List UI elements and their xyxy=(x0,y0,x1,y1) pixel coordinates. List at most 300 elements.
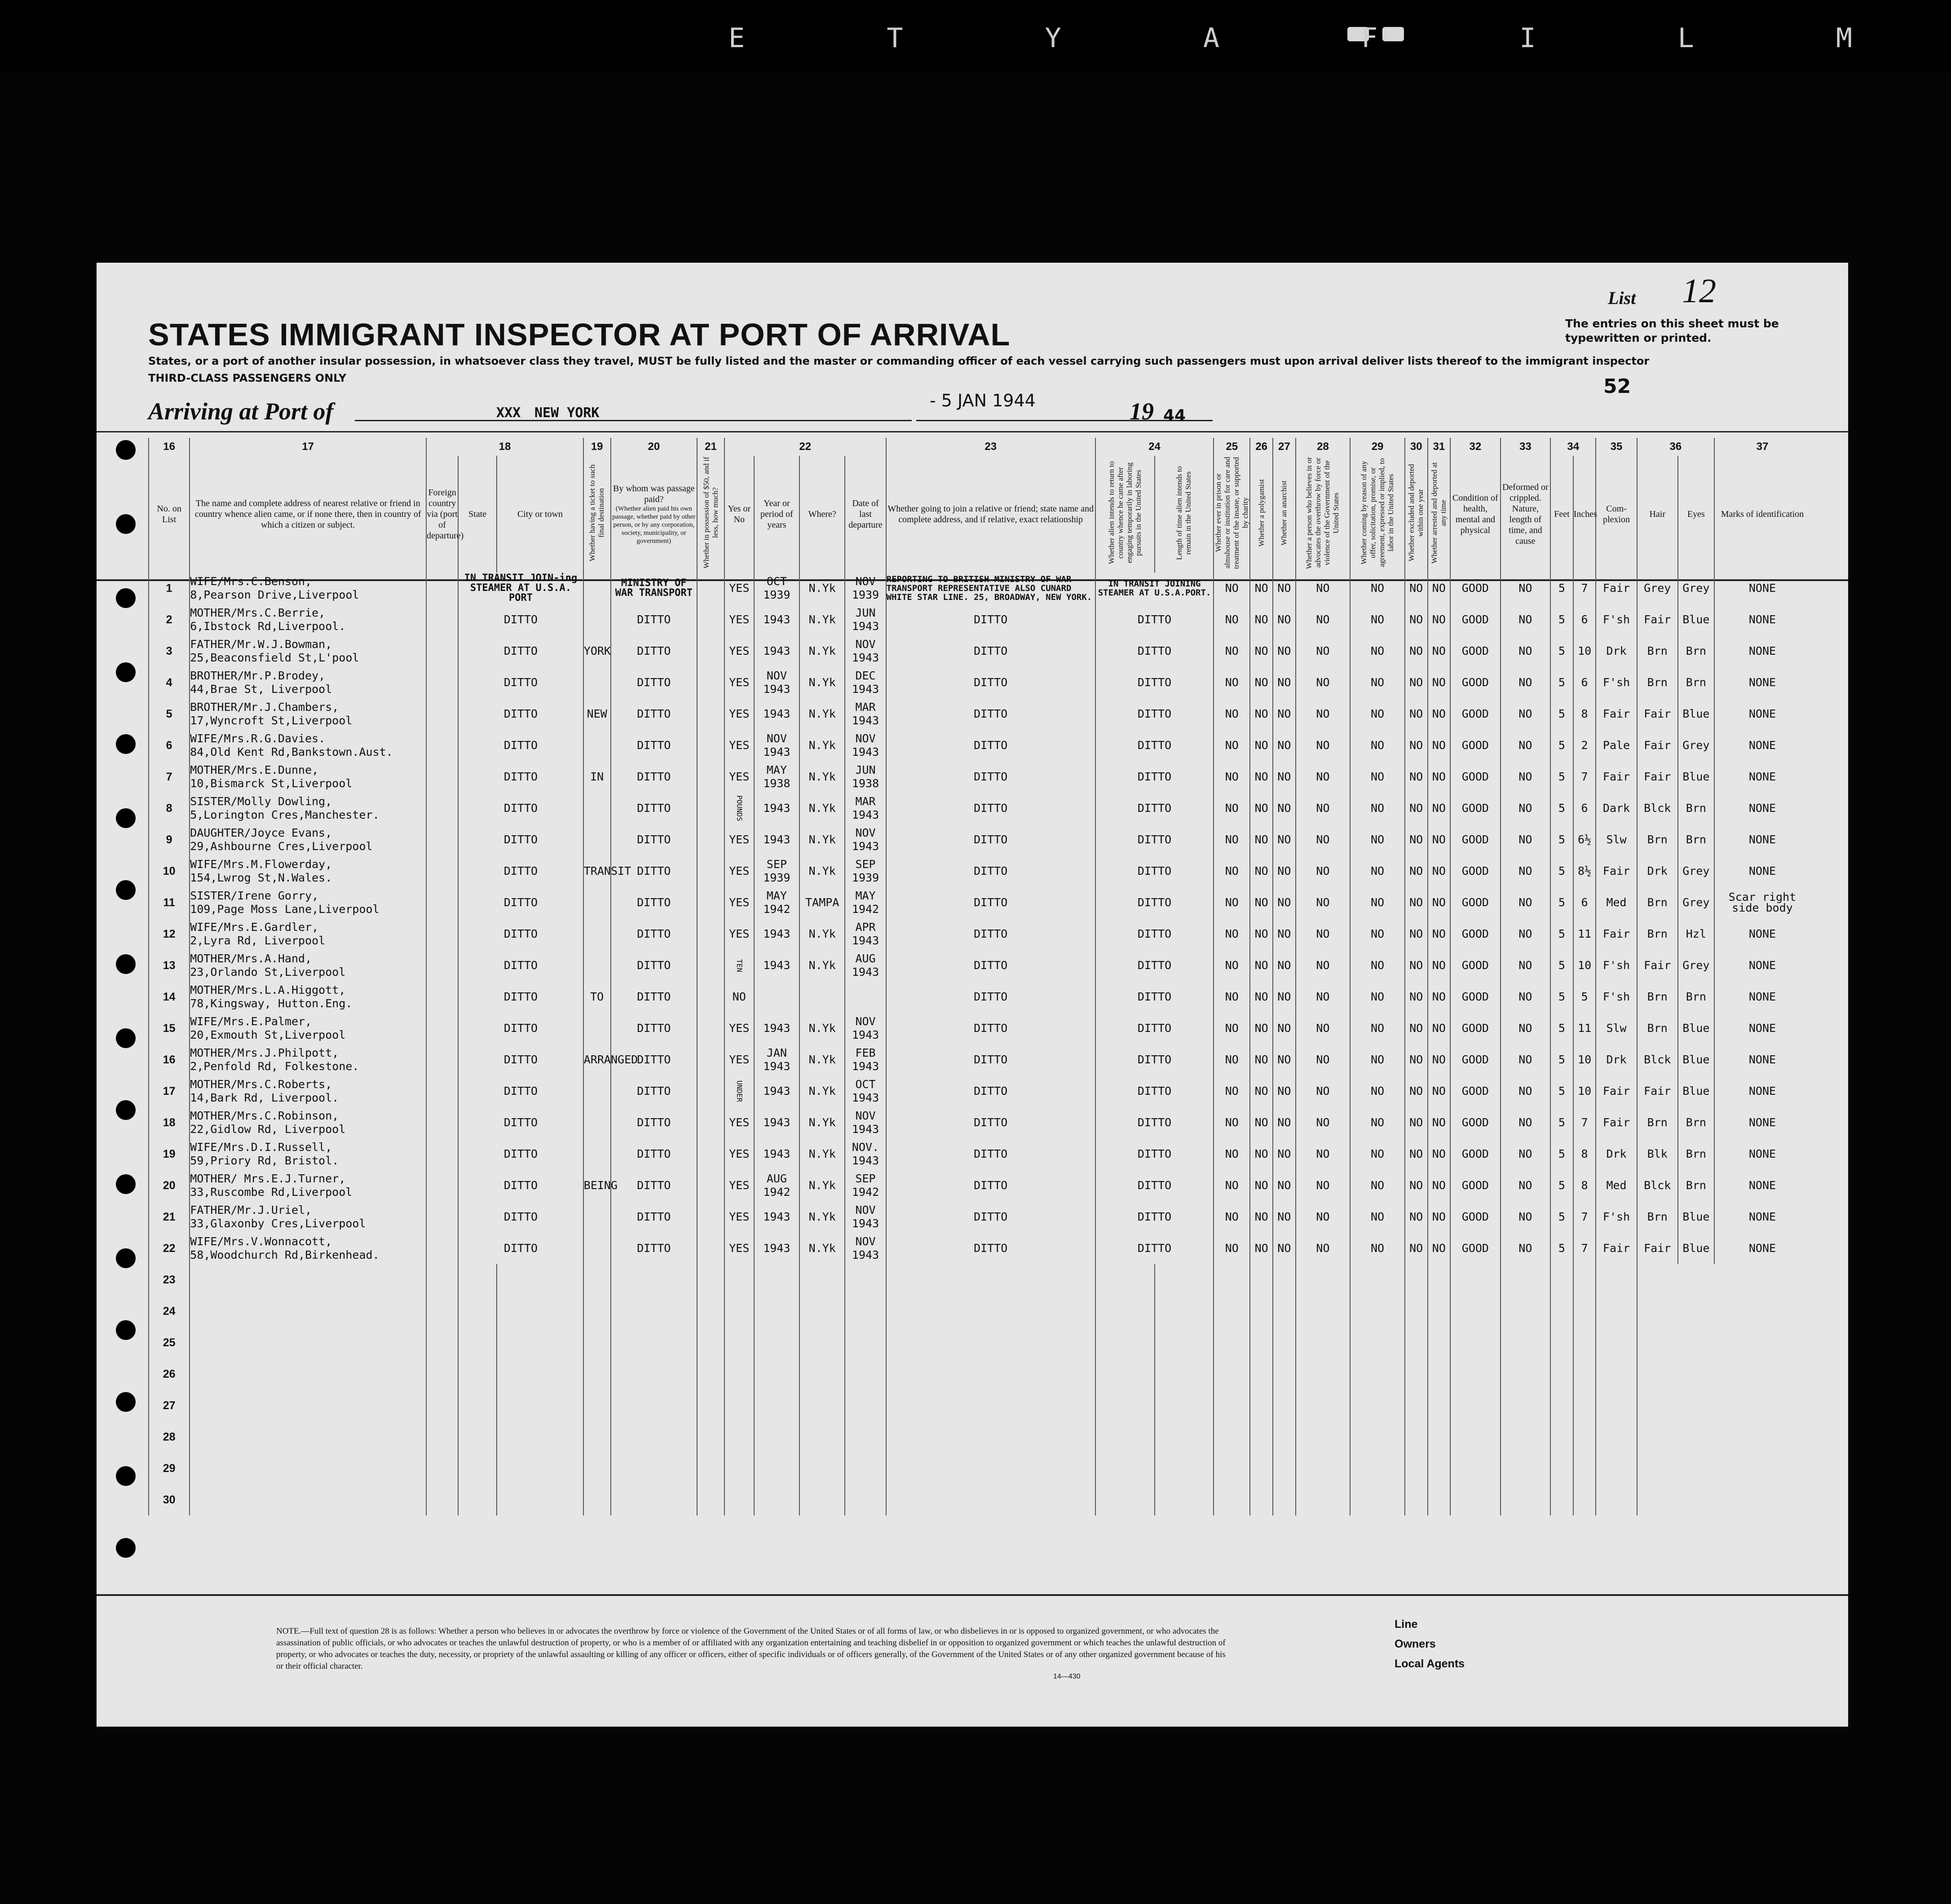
empty-cell xyxy=(458,1390,497,1421)
empty-cell xyxy=(1428,1421,1451,1453)
relative-name-address xyxy=(190,950,426,981)
foreign-country-cell xyxy=(426,1138,458,1170)
destination-cell: DITTO xyxy=(458,1075,583,1107)
header-c27 xyxy=(1273,456,1296,573)
empty-cell xyxy=(1250,1390,1273,1421)
binder-hole xyxy=(116,662,136,682)
purpose-cell: DITTO xyxy=(1095,1075,1214,1107)
empty-cell xyxy=(1450,1264,1500,1296)
hair-color-cell: Fair xyxy=(1637,1075,1678,1107)
where-cell: N.Yk xyxy=(799,793,845,824)
ticket-cell xyxy=(583,1075,611,1107)
joining-cell: DITTO xyxy=(886,950,1095,981)
header-c31 xyxy=(1428,456,1451,573)
date-stamp: - 5 JAN 1944 xyxy=(930,391,1036,410)
joining-cell: DITTO xyxy=(886,1170,1095,1201)
empty-cell xyxy=(697,1453,724,1484)
question-c26-cell: NO xyxy=(1250,1044,1273,1075)
height-feet-cell: 5 xyxy=(1550,887,1573,918)
question-c28-cell: NO xyxy=(1296,950,1351,981)
question-c27-cell: NO xyxy=(1273,950,1296,981)
empty-cell xyxy=(611,1453,697,1484)
empty-cell xyxy=(799,1296,845,1327)
empty-cell xyxy=(754,1327,799,1358)
year-period-cell: SEP 1939 xyxy=(754,855,799,887)
purpose-cell: DITTO xyxy=(1095,1201,1214,1233)
empty-cell xyxy=(190,1264,426,1296)
empty-cell xyxy=(1296,1484,1351,1516)
empty-cell xyxy=(497,1390,583,1421)
possession-cell xyxy=(697,918,724,950)
question-c28-cell: NO xyxy=(1296,1075,1351,1107)
empty-cell xyxy=(1250,1296,1273,1327)
empty-cell xyxy=(458,1421,497,1453)
been-before-cell: TEN xyxy=(724,950,754,981)
destination-cell: DITTO xyxy=(458,950,583,981)
empty-cell xyxy=(845,1296,886,1327)
empty-cell xyxy=(697,1264,724,1296)
header-ticket-text: Whether having a ticket to such final destination xyxy=(588,464,606,561)
question-c31-cell: NO xyxy=(1428,793,1451,824)
identification-marks-cell: NONE xyxy=(1714,855,1810,887)
ticket-cell xyxy=(583,1233,611,1264)
row-number: 14 xyxy=(149,981,190,1013)
question-c26-cell: NO xyxy=(1250,855,1273,887)
empty-cell xyxy=(724,1358,754,1390)
destination-cell: DITTO xyxy=(458,824,583,855)
agents-block xyxy=(1395,1614,1465,1674)
empty-cell xyxy=(724,1453,754,1484)
passage-paid-cell: MINISTRY OF WAR TRANSPORT xyxy=(611,573,697,604)
film-edge xyxy=(0,0,1951,72)
height-inches-cell: 7 xyxy=(1573,573,1596,604)
last-departure-cell: NOV 1943 xyxy=(845,1107,886,1138)
relative-name-address xyxy=(190,1138,426,1170)
foreign-country-cell xyxy=(426,1201,458,1233)
question-c31-cell: NO xyxy=(1428,1233,1451,1264)
height-feet-cell: 5 xyxy=(1550,1075,1573,1107)
empty-cell xyxy=(1596,1484,1637,1516)
empty-cell xyxy=(1550,1264,1573,1296)
binder-hole xyxy=(116,734,136,754)
foreign-country-cell xyxy=(426,1233,458,1264)
relative-name: BROTHER/Mr.J.Chambers, xyxy=(190,701,339,714)
deformed-cell: NO xyxy=(1501,1044,1550,1075)
table-row xyxy=(149,573,1810,604)
hair-color-cell: Blck xyxy=(1637,1170,1678,1201)
question-c26-cell: NO xyxy=(1250,1013,1273,1044)
height-inches-cell: 7 xyxy=(1573,761,1596,793)
height-feet-cell: 5 xyxy=(1550,918,1573,950)
been-before-cell: YES xyxy=(724,635,754,667)
year-period-cell: 1943 xyxy=(754,918,799,950)
relative-name: FATHER/Mr.J.Uriel, xyxy=(190,1203,312,1216)
deformed-cell: NO xyxy=(1501,698,1550,730)
empty-cell xyxy=(497,1264,583,1296)
been-before-cell: YES xyxy=(724,1233,754,1264)
where-cell: N.Yk xyxy=(799,573,845,604)
question-c30-cell: NO xyxy=(1405,1201,1428,1233)
question-c31-cell: NO xyxy=(1428,950,1451,981)
question-c28-cell: NO xyxy=(1296,573,1351,604)
empty-cell xyxy=(799,1327,845,1358)
table-row xyxy=(149,635,1810,667)
header-purpose-b xyxy=(1155,456,1214,573)
colnum-21: 21 xyxy=(697,438,724,456)
empty-cell xyxy=(1637,1421,1678,1453)
ticket-cell xyxy=(583,604,611,635)
relative-address: 10,Bismarck St,Liverpool xyxy=(190,777,353,790)
where-cell: N.Yk xyxy=(799,1013,845,1044)
question-c31-cell: NO xyxy=(1428,1107,1451,1138)
deformed-cell: NO xyxy=(1501,1170,1550,1201)
height-inches-cell: 10 xyxy=(1573,950,1596,981)
header-yes-no: Yes or No xyxy=(724,456,754,573)
question-c25-cell: NO xyxy=(1214,761,1250,793)
relative-name: MOTHER/Mrs.J.Philpott, xyxy=(190,1046,339,1059)
possession-cell xyxy=(697,1233,724,1264)
empty-cell xyxy=(1214,1421,1250,1453)
complexion-cell: F'sh xyxy=(1596,667,1637,698)
table-row xyxy=(149,1075,1810,1107)
empty-cell xyxy=(497,1484,583,1516)
empty-cell xyxy=(1550,1327,1573,1358)
empty-cell xyxy=(1214,1484,1250,1516)
empty-cell xyxy=(1296,1296,1351,1327)
eye-color-cell: Brn xyxy=(1678,635,1714,667)
question-c31-cell: NO xyxy=(1428,1201,1451,1233)
question-c30-cell: NO xyxy=(1405,635,1428,667)
colnum-17: 17 xyxy=(190,438,426,456)
empty-cell xyxy=(1501,1358,1550,1390)
question-c31-cell: NO xyxy=(1428,918,1451,950)
empty-cell xyxy=(1095,1453,1155,1484)
year-period-cell: 1943 xyxy=(754,1107,799,1138)
eye-color-cell: Grey xyxy=(1678,855,1714,887)
empty-cell xyxy=(1405,1453,1428,1484)
empty-cell xyxy=(845,1264,886,1296)
foreign-country-cell xyxy=(426,950,458,981)
question-c28-cell: NO xyxy=(1296,855,1351,887)
empty-cell xyxy=(724,1484,754,1516)
eye-color-cell: Blue xyxy=(1678,1044,1714,1075)
empty-cell xyxy=(886,1421,1095,1453)
deformed-cell: NO xyxy=(1501,793,1550,824)
joining-cell: DITTO xyxy=(886,855,1095,887)
table-row xyxy=(149,698,1810,730)
row-number: 13 xyxy=(149,950,190,981)
header-deformed: Deformed or crippled. Nature, length of time, and cause xyxy=(1501,456,1550,573)
question-c27-cell: NO xyxy=(1273,667,1296,698)
empty-cell xyxy=(611,1296,697,1327)
binder-hole xyxy=(116,588,136,608)
relative-name: MOTHER/ Mrs.E.J.Turner, xyxy=(190,1172,346,1185)
destination-cell: DITTO xyxy=(458,887,583,918)
joining-cell: DITTO xyxy=(886,635,1095,667)
row-number: 30 xyxy=(149,1484,190,1516)
question-c31-cell: NO xyxy=(1428,667,1451,698)
relative-name-address xyxy=(190,855,426,887)
been-before-cell: YES xyxy=(724,761,754,793)
question-c26-cell: NO xyxy=(1250,635,1273,667)
header-c26-text: Whether a polygamist xyxy=(1257,479,1266,547)
deformed-cell: NO xyxy=(1501,1201,1550,1233)
condition-cell: GOOD xyxy=(1450,1044,1500,1075)
relative-name-address xyxy=(190,918,426,950)
purpose-cell: DITTO xyxy=(1095,950,1214,981)
empty-cell xyxy=(1214,1390,1250,1421)
empty-cell xyxy=(583,1264,611,1296)
empty-cell xyxy=(1450,1421,1500,1453)
height-feet-cell: 5 xyxy=(1550,1233,1573,1264)
empty-cell xyxy=(1155,1390,1214,1421)
question-c26-cell: NO xyxy=(1250,950,1273,981)
foreign-country-cell xyxy=(426,698,458,730)
relative-name-address xyxy=(190,793,426,824)
purpose-cell: DITTO xyxy=(1095,698,1214,730)
where-cell: N.Yk xyxy=(799,761,845,793)
deformed-cell: NO xyxy=(1501,887,1550,918)
complexion-cell: Fair xyxy=(1596,573,1637,604)
identification-marks-cell: NONE xyxy=(1714,824,1810,855)
empty-cell xyxy=(1155,1484,1214,1516)
hair-color-cell: Drk xyxy=(1637,855,1678,887)
empty-cell xyxy=(1155,1327,1214,1358)
purpose-cell: DITTO xyxy=(1095,667,1214,698)
empty-cell xyxy=(1637,1296,1678,1327)
question-c27-cell: NO xyxy=(1273,635,1296,667)
foreign-country-cell xyxy=(426,730,458,761)
condition-cell: GOOD xyxy=(1450,1013,1500,1044)
question-c30-cell: NO xyxy=(1405,855,1428,887)
eye-color-cell: Blue xyxy=(1678,1201,1714,1233)
empty-cell xyxy=(697,1484,724,1516)
purpose-cell: DITTO xyxy=(1095,1107,1214,1138)
question-c28-cell: NO xyxy=(1296,918,1351,950)
complexion-cell: Slw xyxy=(1596,824,1637,855)
header-c25 xyxy=(1214,456,1250,573)
header-c31-text: Whether arrested and deported at any time xyxy=(1430,462,1448,564)
year-period-cell: 1943 xyxy=(754,1138,799,1170)
empty-cell xyxy=(190,1453,426,1484)
identification-marks-cell: NONE xyxy=(1714,1107,1810,1138)
deformed-cell: NO xyxy=(1501,950,1550,981)
list-number: 12 xyxy=(1682,272,1716,310)
footer-note: NOTE.—Full text of question 28 is as follows: Whether a person who believes in or advocates the overthrow by force or violence of the Government of the United States or of all forms of law, or who disbelieves in or is opposed to organized government, or who advocates the assassination of public officials, or who advocates or teaches the unlawful destruction of property, or who is a member of or affiliated with any organization entertaining and teaching disbelief in or opposition to organized government or which teaches the unlawful destruction of property, or who advocates or teaches the duty, necessity, or propriety of the unlawful assaulting or killing of any officer or officers, either of specific individuals or of officers generally, of the Government of the United States or of any other organized government because of his or their official character. xyxy=(276,1626,1226,1671)
empty-cell xyxy=(1273,1264,1296,1296)
where-cell: N.Yk xyxy=(799,635,845,667)
local-agents-label: Local Agents xyxy=(1395,1657,1465,1670)
identification-marks-cell: NONE xyxy=(1714,950,1810,981)
question-c29-cell: NO xyxy=(1350,573,1405,604)
table-row xyxy=(149,824,1810,855)
question-c25-cell: NO xyxy=(1214,918,1250,950)
been-before-cell: YES xyxy=(724,1107,754,1138)
hair-color-cell: Brn xyxy=(1637,1107,1678,1138)
where-cell: N.Yk xyxy=(799,1075,845,1107)
row-number: 12 xyxy=(149,918,190,950)
row-number: 22 xyxy=(149,1233,190,1264)
destination-cell: DITTO xyxy=(458,635,583,667)
table-row xyxy=(149,667,1810,698)
empty-cell xyxy=(1405,1421,1428,1453)
empty-cell xyxy=(1428,1453,1451,1484)
eye-color-cell: Grey xyxy=(1678,950,1714,981)
deformed-cell: NO xyxy=(1501,667,1550,698)
hair-color-cell: Fair xyxy=(1637,730,1678,761)
binder-hole xyxy=(116,514,136,534)
question-c29-cell: NO xyxy=(1350,667,1405,698)
complexion-cell: F'sh xyxy=(1596,604,1637,635)
empty-cell xyxy=(611,1421,697,1453)
height-inches-cell: 11 xyxy=(1573,1013,1596,1044)
empty-cell xyxy=(1273,1296,1296,1327)
condition-cell: GOOD xyxy=(1450,950,1500,981)
question-c26-cell: NO xyxy=(1250,1107,1273,1138)
height-inches-cell: 8 xyxy=(1573,698,1596,730)
height-feet-cell: 5 xyxy=(1550,855,1573,887)
empty-cell xyxy=(1095,1358,1155,1390)
empty-cell xyxy=(754,1421,799,1453)
deformed-cell: NO xyxy=(1501,824,1550,855)
question-c31-cell: NO xyxy=(1428,635,1451,667)
empty-cell xyxy=(1095,1390,1155,1421)
empty-cell xyxy=(1350,1484,1405,1516)
relative-address: 23,Orlando St,Liverpool xyxy=(190,965,346,978)
complexion-cell: Pale xyxy=(1596,730,1637,761)
empty-table-row xyxy=(149,1453,1810,1484)
empty-cell xyxy=(458,1327,497,1358)
colnum-33: 33 xyxy=(1501,438,1550,456)
purpose-cell: DITTO xyxy=(1095,855,1214,887)
relative-address: 25,Beaconsfield St,L'pool xyxy=(190,651,359,664)
complexion-cell: Fair xyxy=(1596,1075,1637,1107)
year-period-cell: 1943 xyxy=(754,824,799,855)
hair-color-cell: Fair xyxy=(1637,1233,1678,1264)
question-c30-cell: NO xyxy=(1405,698,1428,730)
question-c28-cell: NO xyxy=(1296,667,1351,698)
empty-cell xyxy=(1637,1358,1678,1390)
empty-cell xyxy=(426,1421,458,1453)
year-period-cell xyxy=(754,981,799,1013)
empty-cell xyxy=(886,1453,1095,1484)
empty-cell xyxy=(1501,1390,1550,1421)
binder-hole xyxy=(116,1392,136,1412)
question-c31-cell: NO xyxy=(1428,855,1451,887)
relative-address: 8,Pearson Drive,Liverpool xyxy=(190,588,359,601)
height-inches-cell: 6 xyxy=(1573,887,1596,918)
header-c30-text: Whether excluded and deported within one year xyxy=(1407,464,1425,562)
empty-cell xyxy=(1405,1327,1428,1358)
relative-address: 58,Woodchurch Rd,Birkenhead. xyxy=(190,1248,380,1261)
destination-cell: DITTO xyxy=(458,1044,583,1075)
empty-cell xyxy=(1637,1327,1678,1358)
empty-cell xyxy=(1596,1421,1637,1453)
height-feet-cell: 5 xyxy=(1550,1107,1573,1138)
identification-marks-cell: NONE xyxy=(1714,698,1810,730)
year-period-cell: 1943 xyxy=(754,604,799,635)
empty-cell xyxy=(724,1421,754,1453)
question-c27-cell: NO xyxy=(1273,887,1296,918)
possession-cell xyxy=(697,981,724,1013)
empty-cell xyxy=(1637,1264,1678,1296)
possession-cell xyxy=(697,604,724,635)
relative-address: 5,Lorington Cres,Manchester. xyxy=(190,808,380,821)
empty-cell xyxy=(886,1390,1095,1421)
row-number: 11 xyxy=(149,887,190,918)
empty-cell xyxy=(458,1484,497,1516)
been-before-cell: NO xyxy=(724,981,754,1013)
height-feet-cell: 5 xyxy=(1550,1013,1573,1044)
relative-name: WIFE/Mrs.M.Flowerday, xyxy=(190,858,332,871)
header-hair: Hair xyxy=(1637,456,1678,573)
hair-color-cell: Fair xyxy=(1637,761,1678,793)
question-c31-cell: NO xyxy=(1428,1013,1451,1044)
question-c29-cell: NO xyxy=(1350,824,1405,855)
header-by-whom-title: By whom was passage paid? xyxy=(613,484,695,504)
subtitle-1: States, or a port of another insular possession, in whatsoever class they travel, MUST be fully listed and the master or commanding officer of each vessel carrying such passengers must upon arrival deliver lists thereof to the immigrant inspector xyxy=(148,355,1650,367)
colnum-24: 24 xyxy=(1095,438,1214,456)
empty-cell xyxy=(1428,1264,1451,1296)
empty-cell xyxy=(1450,1484,1500,1516)
purpose-cell: DITTO xyxy=(1095,1013,1214,1044)
empty-cell xyxy=(754,1453,799,1484)
empty-cell xyxy=(1155,1296,1214,1327)
eye-color-cell: Blue xyxy=(1678,604,1714,635)
question-c30-cell: NO xyxy=(1405,1044,1428,1075)
empty-cell xyxy=(1214,1327,1250,1358)
identification-marks-cell: NONE xyxy=(1714,635,1810,667)
been-before-cell: YES xyxy=(724,698,754,730)
colnum-36: 36 xyxy=(1637,438,1714,456)
relative-address: 2,Lyra Rd, Liverpool xyxy=(190,934,326,947)
where-cell: N.Yk xyxy=(799,855,845,887)
joining-cell: DITTO xyxy=(886,824,1095,855)
empty-cell xyxy=(724,1327,754,1358)
eye-color-cell: Brn xyxy=(1678,981,1714,1013)
complexion-cell: Drk xyxy=(1596,635,1637,667)
relative-name: WIFE/Mrs.D.I.Russell, xyxy=(190,1141,332,1154)
height-inches-cell: 11 xyxy=(1573,918,1596,950)
question-c27-cell: NO xyxy=(1273,793,1296,824)
destination-cell: DITTO xyxy=(458,761,583,793)
last-departure-cell xyxy=(845,981,886,1013)
eye-color-cell: Blue xyxy=(1678,698,1714,730)
empty-cell xyxy=(886,1296,1095,1327)
possession-cell xyxy=(697,1107,724,1138)
height-inches-cell: 7 xyxy=(1573,1201,1596,1233)
been-before-cell: YES xyxy=(724,1138,754,1170)
empty-cell xyxy=(1350,1421,1405,1453)
empty-cell xyxy=(458,1358,497,1390)
joining-cell: DITTO xyxy=(886,1233,1095,1264)
empty-cell xyxy=(1428,1327,1451,1358)
last-departure-cell: SEP 1942 xyxy=(845,1170,886,1201)
last-departure-cell: OCT 1943 xyxy=(845,1075,886,1107)
condition-cell: GOOD xyxy=(1450,887,1500,918)
relative-name-address xyxy=(190,698,426,730)
colnum-16: 16 xyxy=(149,438,190,456)
question-c25-cell: NO xyxy=(1214,981,1250,1013)
table-row xyxy=(149,1233,1810,1264)
question-c27-cell: NO xyxy=(1273,1170,1296,1201)
relative-name: WIFE/Mrs.E.Gardler, xyxy=(190,921,319,934)
binder-hole xyxy=(116,1320,136,1340)
binder-hole xyxy=(116,440,136,460)
empty-table-row xyxy=(149,1358,1810,1390)
header-c29-text: Whether coming by reason of any offer, solicitation, promise, or agreement, expressed or implied, to labor in the United States xyxy=(1360,458,1395,568)
identification-marks-cell: NONE xyxy=(1714,573,1810,604)
